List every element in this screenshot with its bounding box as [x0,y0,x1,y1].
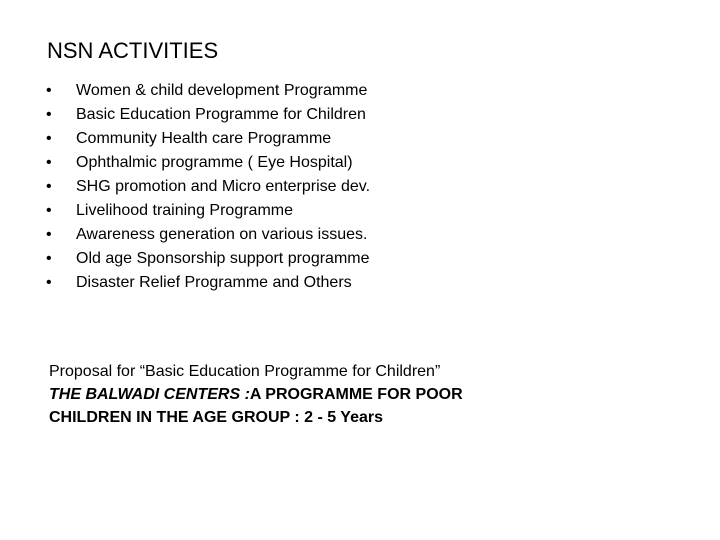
list-item-text: Awareness generation on various issues. [76,226,368,243]
list-item-text: Old age Sponsorship support programme [76,250,370,267]
list-item-text: Basic Education Programme for Children [76,106,366,123]
bullet-icon: • [46,202,52,219]
bullet-icon: • [46,130,52,147]
proposal-heading: Proposal for “Basic Education Programme for Children” [49,363,441,380]
bullet-icon: • [46,154,52,171]
list-item-text: Women & child development Programme [76,82,368,99]
list-item-text: SHG promotion and Micro enterprise dev. [76,178,371,195]
proposal-subheading [49,383,463,406]
bullet-icon: • [46,226,52,243]
slide-title: NSN ACTIVITIES [47,38,219,63]
bullet-icon: • [46,250,52,267]
proposal-age-group: CHILDREN IN THE AGE GROUP : 2 - 5 Years [49,409,384,426]
list-item-text: Community Health care Programme [76,130,332,147]
bullet-icon: • [46,82,52,99]
proposal-block [49,360,463,429]
bullet-icon: • [46,106,52,123]
list-item-text: Ophthalmic programme ( Eye Hospital) [76,154,353,171]
bullet-icon: • [46,178,52,195]
list-item-text: Livelihood training Programme [76,202,293,219]
list-item-text: Disaster Relief Programme and Others [76,274,352,291]
proposal-italic-text: THE BALWADI CENTERS : [49,386,250,403]
bullet-icon: • [46,274,52,291]
proposal-bold-text: A PROGRAMME FOR POOR [249,386,463,403]
